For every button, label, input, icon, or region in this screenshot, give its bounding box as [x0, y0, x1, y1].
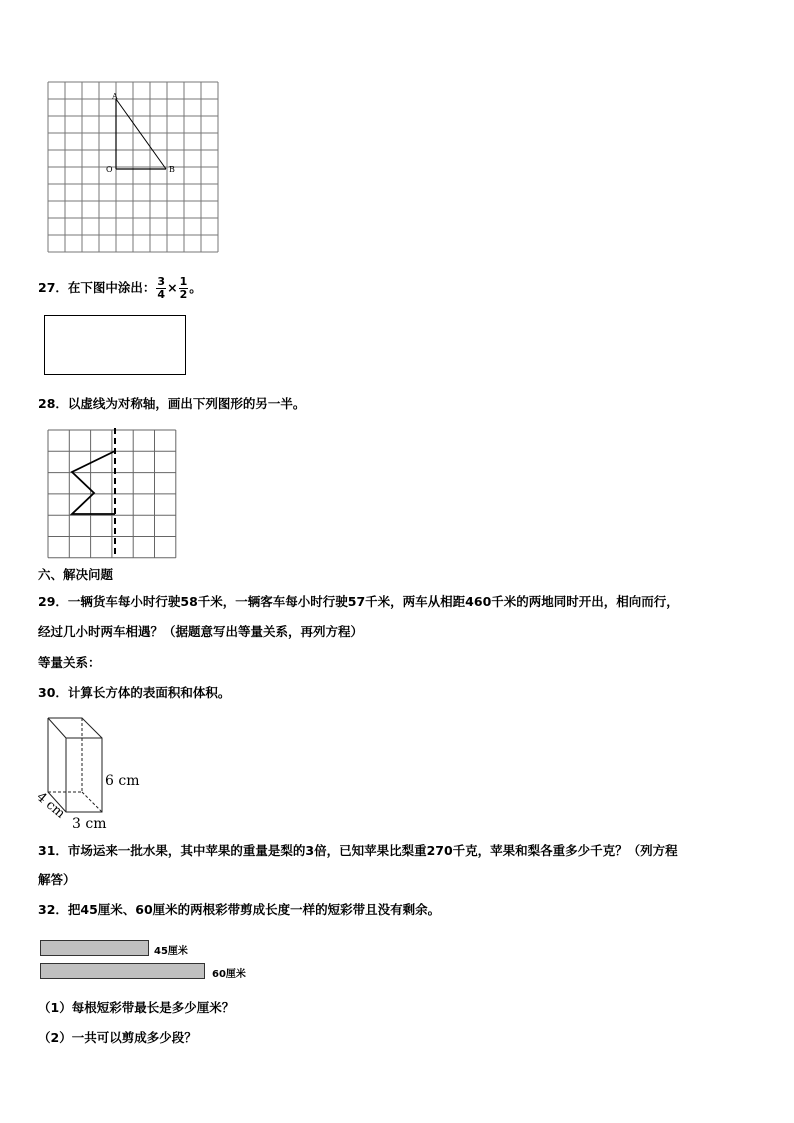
numerator: 1	[179, 275, 188, 288]
equation-relation-label: 等量关系：	[38, 655, 101, 670]
width-label: 3 cm	[72, 816, 107, 832]
question-32: 32．把45厘米、60厘米的两根彩带剪成长度一样的短彩带且没有剩余。	[38, 902, 441, 917]
question-28: 28．以虚线为对称轴，画出下列图形的另一半。	[38, 396, 306, 411]
height-label: 6 cm	[105, 773, 140, 789]
point-b-label: B	[169, 165, 175, 174]
fraction-one-half	[179, 276, 189, 301]
period: 。	[189, 280, 202, 295]
symmetry-grid-figure[interactable]	[46, 428, 178, 560]
section-6-title: 六、解决问题	[38, 567, 114, 582]
question-30: 30．计算长方体的表面积和体积。	[38, 685, 231, 700]
ribbon-45cm-label: 45厘米	[154, 946, 188, 957]
times-sign: ×	[167, 280, 178, 295]
ribbon-45cm	[40, 940, 149, 956]
question-text: 在下图中涂出：	[67, 280, 156, 295]
cuboid-figure	[30, 710, 160, 835]
question-number: 27．	[38, 280, 68, 295]
denominator: 4	[157, 288, 166, 301]
grid-triangle-figure	[40, 75, 230, 265]
question-31-line1: 31．市场运来一批水果，其中苹果的重量是梨的3倍，已知苹果比梨重270千克，苹果和梨各重多少千克？（列方程	[38, 843, 678, 858]
question-27	[38, 276, 202, 301]
question-29-line2: 经过几小时两车相遇？（据题意写出等量关系，再列方程）	[38, 624, 364, 639]
question-29-line1: 29．一辆货车每小时行驶58千米，一辆客车每小时行驶57千米，两车从相距460千米的两地同时开出，相向而行，	[38, 594, 679, 609]
ribbon-60cm	[40, 963, 205, 979]
question-32-sub1: （1）每根短彩带最长是多少厘米？	[38, 1000, 235, 1015]
ribbon-60cm-label: 60厘米	[212, 969, 246, 980]
denominator: 2	[179, 288, 188, 301]
question-31-line2: 解答）	[38, 872, 76, 887]
fraction-three-quarters	[156, 276, 166, 301]
depth-label: 4 cm	[33, 789, 68, 822]
numerator: 3	[157, 275, 166, 288]
shading-rectangle[interactable]	[44, 315, 186, 375]
point-a-label: A	[112, 92, 118, 101]
point-o-label: O	[106, 165, 113, 174]
question-32-sub2: （2）一共可以剪成多少段？	[38, 1030, 197, 1045]
